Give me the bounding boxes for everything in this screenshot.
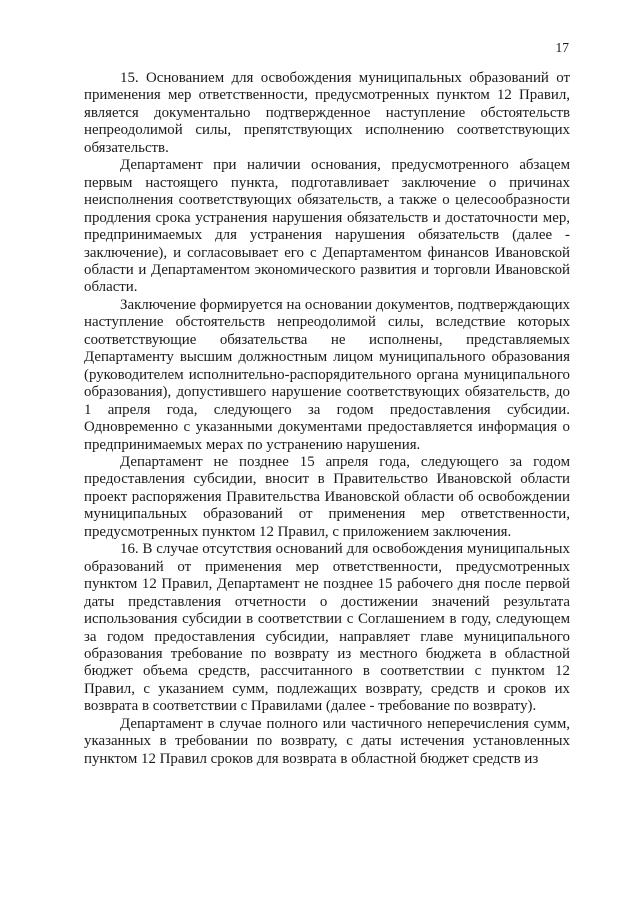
document-body: [84, 70, 570, 768]
paragraph-conclusion-formation: Заключение формируется на основании документов, подтверждающих наступление обстоятельств непреодолимой силы, вследствие которых соответствующие обязательства не исполнены, представляемых Департаменту высшим должностным лицом муниципального образования (руководителем исполнительно-распорядительного органа муниципального образования), допустившего нарушение соответствующих обязательств, до 1 апреля года, следующего за годом предоставления субсидии. Одновременно с указанными документами предоставляется информация о предпринимаемых мерах по устранению нарушения.: [84, 296, 570, 453]
paragraph-15-grounds: 15. Основанием для освобождения муниципальных образований от применения мер ответственности, предусмотренных пунктом 12 Правил, является документально подтвержденное наступление обстоятельств непреодолимой силы, препятствующих исполнению соответствующих обязательств.: [84, 70, 570, 156]
paragraph-non-transfer: Департамент в случае полного или частичного неперечисления сумм, указанных в требовании по возврату, с даты истечения установленных пунктом 12 Правил сроков для возврата в областной бюджет средств из: [84, 715, 570, 767]
page-number: 17: [555, 40, 569, 55]
paragraph-government-draft: Департамент не позднее 15 апреля года, следующего за годом предоставления субсидии, вносит в Правительство Ивановской области проект распоряжения Правительства Ивановской области об освобождении муниципальных образований от применения мер ответственности, предусмотренных пунктом 12 Правил, с приложением заключения.: [84, 453, 570, 540]
paragraph-16-return-requirement: 16. В случае отсутствия оснований для освобождения муниципальных образований от применения мер ответственности, предусмотренных пунктом 12 Правил, Департамент не позднее 15 рабочего дня после первой даты представления отчетности о достижении значений результата использования субсидии в соответствии с Соглашением в году, следующем за годом предоставления субсидии, направляет главе муниципального образования требование по возврату из местного бюджета в областной бюджет объема средств, рассчитанного в соответствии с пунктом 12 Правил, с указанием сумм, подлежащих возврату, средств и сроков их возврата в соответствии с Правилами (далее - требование по возврату).: [84, 541, 570, 715]
paragraph-conclusion-preparation: Департамент при наличии основания, предусмотренного абзацем первым настоящего пункта, подготавливает заключение о причинах неисполнения соответствующих обязательств, а также о целесообразности продления срока устранения нарушения обязательств и достаточности мер, предпринимаемых для устранения нарушения обязательств (далее - заключение), и согласовывает его с Департаментом финансов Ивановской области и Департаментом экономического развития и торговли Ивановской области.: [84, 157, 570, 296]
